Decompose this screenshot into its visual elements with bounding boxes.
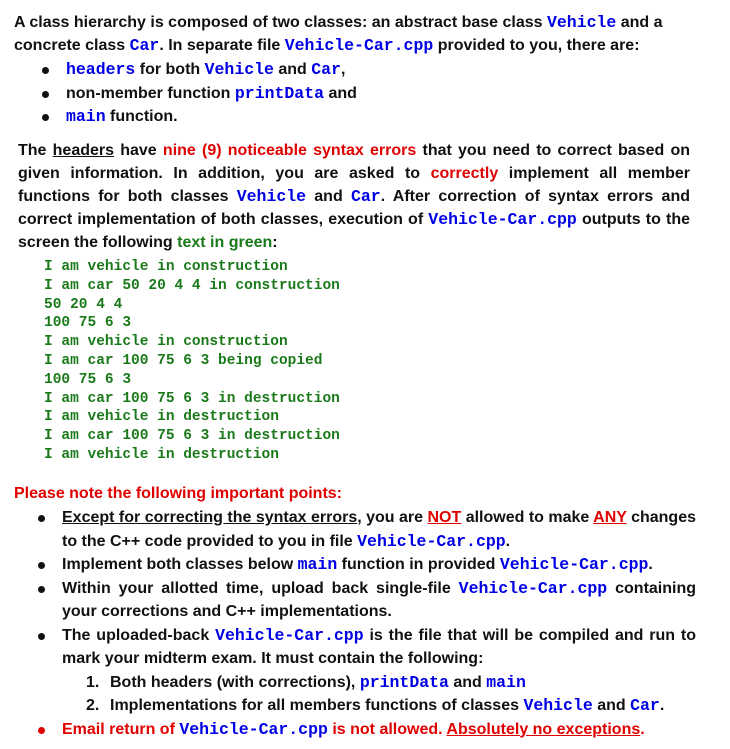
text: , xyxy=(341,61,346,78)
output-line: 50 20 4 4 xyxy=(44,296,123,313)
code-filename: Vehicle-Car.cpp xyxy=(284,36,434,55)
highlight-text: correctly xyxy=(430,165,499,182)
code-car: Car xyxy=(350,187,381,206)
underlined-text: headers xyxy=(52,142,115,159)
output-line: 100 75 6 3 xyxy=(44,315,132,332)
output-line: I am car 50 20 4 4 in construction xyxy=(44,277,340,294)
text: Within your allotted time, upload back single-file xyxy=(62,579,459,597)
output-line: I am vehicle in construction xyxy=(44,334,288,351)
text: . After correction of syntax errors and correct implementation of both classes, execution of xyxy=(18,188,691,228)
text: provided to you, there are: xyxy=(433,37,640,54)
text: and xyxy=(448,673,487,691)
text: . In separate file xyxy=(159,37,285,54)
code-vehicle: Vehicle xyxy=(236,187,307,206)
text: . xyxy=(648,556,653,573)
text: implement all member functions for both classes xyxy=(18,165,690,205)
text: Email return of xyxy=(62,720,180,738)
text: for both xyxy=(135,61,205,78)
text: function. xyxy=(105,108,178,125)
code-filename: Vehicle-Car.cpp xyxy=(499,555,649,574)
text: , you are xyxy=(357,509,428,526)
text: is not allowed. xyxy=(327,720,447,738)
code-filename: Vehicle-Car.cpp xyxy=(458,578,608,598)
text: and a concrete class xyxy=(14,14,663,54)
item-number: 2. xyxy=(86,697,100,714)
list-item xyxy=(62,694,696,718)
underlined-text: Absolutely no exceptions xyxy=(446,720,641,738)
green-text: text in green xyxy=(177,234,273,251)
text: . xyxy=(505,532,511,550)
file-contents-list xyxy=(40,58,680,129)
code-filename: Vehicle-Car.cpp xyxy=(357,531,506,551)
code-vehicle: Vehicle xyxy=(204,60,274,79)
output-line: I am vehicle in destruction xyxy=(44,446,279,463)
text: The xyxy=(18,142,53,159)
code-car: Car xyxy=(630,696,660,715)
code-headers: headers xyxy=(66,60,136,79)
text: allowed to make xyxy=(461,509,594,526)
requirements-list xyxy=(62,671,696,718)
highlight-text: nine (9) noticeable syntax errors xyxy=(162,142,417,159)
text: and xyxy=(273,61,312,78)
output-line: I am car 100 75 6 3 in destruction xyxy=(44,428,340,445)
output-line: I am car 100 75 6 3 in destruction xyxy=(44,390,340,407)
text: . xyxy=(659,697,665,714)
text: function in provided xyxy=(337,556,500,573)
code-car: Car xyxy=(129,36,160,55)
list-item xyxy=(36,577,696,624)
text: containing your corrections and C++ implementations. xyxy=(62,579,697,620)
output-line: I am vehicle in construction xyxy=(44,259,288,275)
output-line: I am car 100 75 6 3 being copied xyxy=(44,352,323,369)
list-item xyxy=(36,718,696,742)
intro-paragraph xyxy=(14,11,694,57)
text: The uploaded-back xyxy=(62,626,216,644)
list-item xyxy=(62,671,696,695)
item-number: 1. xyxy=(86,673,100,691)
text: Implement both classes below xyxy=(62,556,298,573)
code-printdata: printData xyxy=(234,83,325,103)
notes-heading: Please note the following important points: xyxy=(14,485,343,502)
text: A class hierarchy is composed of two classes: an abstract base class xyxy=(14,14,547,31)
text: non-member function xyxy=(66,84,235,102)
text: changes to the C++ code provided to you in file xyxy=(62,509,696,550)
notes-list xyxy=(36,506,696,741)
code-filename: Vehicle-Car.cpp xyxy=(179,719,328,739)
output-line: 100 75 6 3 xyxy=(44,371,132,388)
text: Both headers (with corrections), xyxy=(110,673,360,691)
code-filename: Vehicle-Car.cpp xyxy=(215,625,364,645)
list-item xyxy=(40,105,680,129)
program-output xyxy=(44,258,340,465)
text: outputs to the screen the following xyxy=(18,211,690,251)
code-main: main xyxy=(486,672,526,692)
text: is the file that will be compiled and run to mark your midterm exam. It must contain the following: xyxy=(62,626,696,667)
list-item xyxy=(36,624,696,718)
underlined-text: Except for correcting the syntax errors xyxy=(62,509,358,526)
code-main: main xyxy=(297,555,338,574)
text: that you need to correct based on given information. In addition, you are asked to xyxy=(18,142,691,182)
text: . xyxy=(640,720,645,738)
code-car: Car xyxy=(311,60,341,79)
output-line: I am vehicle in destruction xyxy=(44,409,279,426)
highlight-text: NOT xyxy=(427,509,462,526)
text: Implementations for all members functions of classes xyxy=(110,697,524,714)
text: : xyxy=(272,234,278,251)
code-printdata: printData xyxy=(359,672,449,692)
code-vehicle: Vehicle xyxy=(523,696,593,715)
instructions-paragraph xyxy=(18,139,690,254)
code-filename: Vehicle-Car.cpp xyxy=(428,210,577,229)
text: and xyxy=(592,697,631,714)
list-item xyxy=(36,553,696,577)
highlight-text: ANY xyxy=(593,509,627,526)
text: and xyxy=(324,84,357,102)
code-vehicle: Vehicle xyxy=(546,13,617,32)
list-item xyxy=(36,506,696,553)
list-item xyxy=(40,58,680,82)
code-main: main xyxy=(66,107,106,126)
text: and xyxy=(306,188,351,205)
text: have xyxy=(114,142,163,159)
list-item xyxy=(40,82,680,106)
